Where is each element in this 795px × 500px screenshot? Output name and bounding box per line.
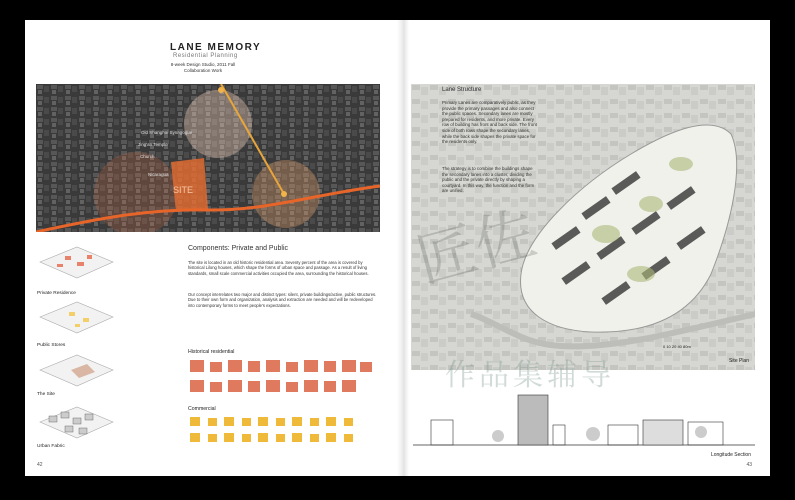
components-heading: Components: Private and Public bbox=[188, 245, 288, 252]
watermark-logo: 匠佐 bbox=[409, 198, 544, 298]
aerial-map-graphic bbox=[36, 84, 380, 232]
page-fold bbox=[397, 20, 409, 476]
page-number-right: 43 bbox=[746, 462, 752, 468]
map-label-2: Jing'an Temple bbox=[138, 142, 168, 147]
lane-para-1: Primary Lanes are comparatively public, as they provide the primary passages and also connect the public spaces. Secondary lanes are mostly prepared for residents, and more private. Every row of building has front and back side. The front side of both rows shape the secondary lanes, while the back side shapes the private space for the residents only. bbox=[442, 100, 537, 145]
axonometric-diagrams bbox=[35, 242, 117, 467]
axo-label-site: The Site bbox=[37, 392, 55, 397]
typology-heading-commercial: Commercial bbox=[188, 406, 216, 412]
components-para-1: The site is located in an old historic residential area. Seventy percent of the area is covered by historical Lilong houses, which shape the forms of urban space and passage. As a result of living standards, small scale commercial activities occupied the area, surrounding the historical houses. bbox=[188, 260, 369, 276]
commercial-typologies bbox=[188, 415, 378, 457]
page-number-left: 42 bbox=[37, 462, 43, 468]
map-label-3: Church bbox=[140, 154, 155, 159]
typology-heading-residential: Historical residential bbox=[188, 349, 235, 355]
aerial-site-map bbox=[36, 84, 380, 232]
residential-typologies bbox=[188, 358, 378, 400]
meta-line-2: Collaboration Work bbox=[183, 68, 223, 73]
axo-label-public: Public Stores bbox=[37, 343, 66, 348]
site-label: SITE bbox=[173, 185, 194, 195]
project-subtitle: Residential Planning bbox=[173, 53, 238, 59]
section-drawing bbox=[413, 390, 755, 460]
project-meta bbox=[168, 62, 238, 74]
lane-structure-heading: Lane Structure bbox=[442, 87, 482, 93]
section-caption: Longitude Section bbox=[710, 452, 751, 458]
map-label-1: Old Shanghai Synagogue bbox=[141, 130, 193, 135]
meta-line-1: 8-week Design Studio, 2011 Fall bbox=[170, 62, 236, 67]
scale-bar-label: 0 10 20 40 80m bbox=[663, 344, 691, 349]
components-para-2: Our concept interrelates two major and distinct types: silent, private buildings/active, public structures. Due to their own form and organization, analysis and extraction are needed and will be redeveloped into contemporary forms to meet people's expectations. bbox=[188, 292, 377, 308]
book-spread bbox=[25, 20, 770, 476]
map-label-4: Nicaragua bbox=[148, 172, 169, 177]
axo-label-private: Private Residence bbox=[37, 291, 76, 296]
axo-label-fabric: Urban Fabric bbox=[37, 444, 65, 449]
lane-para-2: The strategy is to combine the buildings shape the secondary lanes into a cluster, dividing the public and the private directly by shaping a courtyard. In this way, the function and the form are unified. bbox=[442, 166, 535, 194]
watermark-text: 作品集辅导 bbox=[445, 358, 615, 393]
longitude-section bbox=[413, 390, 755, 460]
site-plan-caption: Site Plan bbox=[728, 358, 749, 364]
project-title: LANE MEMORY bbox=[170, 42, 262, 53]
